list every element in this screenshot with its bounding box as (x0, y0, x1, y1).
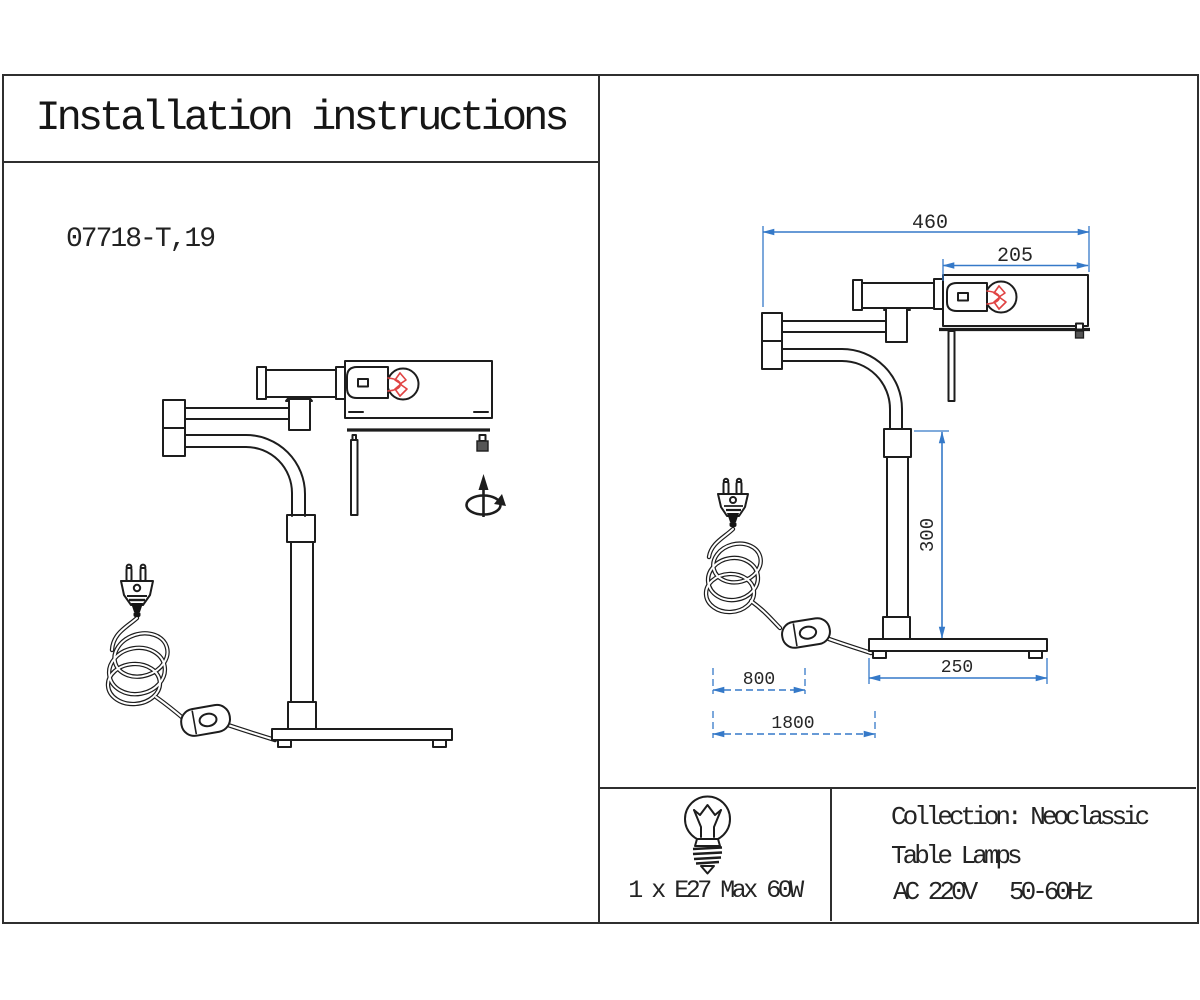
lamp-base (869, 639, 1047, 658)
lamp-column (287, 515, 316, 729)
category-label: Table Lamps (891, 841, 1019, 871)
right-lamp-drawing (705, 212, 1090, 738)
swing-arm (762, 302, 910, 429)
swing-arm (163, 393, 312, 517)
screw-icon (477, 435, 488, 451)
inline-switch-icon (780, 616, 831, 649)
bulb-spec-label: 1 x E27 Max 60W (628, 876, 801, 905)
support-rod (949, 331, 955, 401)
collection-label: Collection: Neoclassic (891, 802, 1147, 832)
power-label: AC 220V 50-60Hz (893, 877, 1091, 907)
dimension-cord-to-switch (713, 668, 805, 694)
braided-arm (257, 367, 345, 399)
braided-arm (853, 279, 943, 310)
page-title: Installation instructions (35, 94, 566, 142)
dim-300-label: 300 (917, 517, 939, 553)
lamp-base (272, 729, 452, 747)
dimension-column-height (914, 431, 949, 638)
lamp-shade (939, 275, 1090, 401)
left-lamp-drawing (105, 361, 506, 747)
power-plug-icon (121, 565, 153, 617)
lamp-column (883, 429, 911, 639)
support-rod (351, 435, 358, 515)
model-number: 07718-T,19 (66, 224, 215, 255)
power-plug-icon (718, 479, 748, 527)
lamp-shade (345, 361, 492, 418)
dimension-base-length (869, 658, 1047, 684)
dim-205-label: 205 (996, 245, 1034, 268)
screw-icon (1076, 324, 1083, 330)
dim-250-label: 250 (940, 658, 974, 678)
dimension-cord-length (713, 711, 875, 738)
light-bulb-icon (685, 797, 730, 874)
inline-switch-icon (179, 703, 232, 738)
dim-460-label: 460 (911, 212, 949, 235)
dim-1800-label: 1800 (771, 714, 815, 734)
rotate-direction-icon (467, 474, 507, 517)
dim-800-label: 800 (742, 670, 776, 690)
